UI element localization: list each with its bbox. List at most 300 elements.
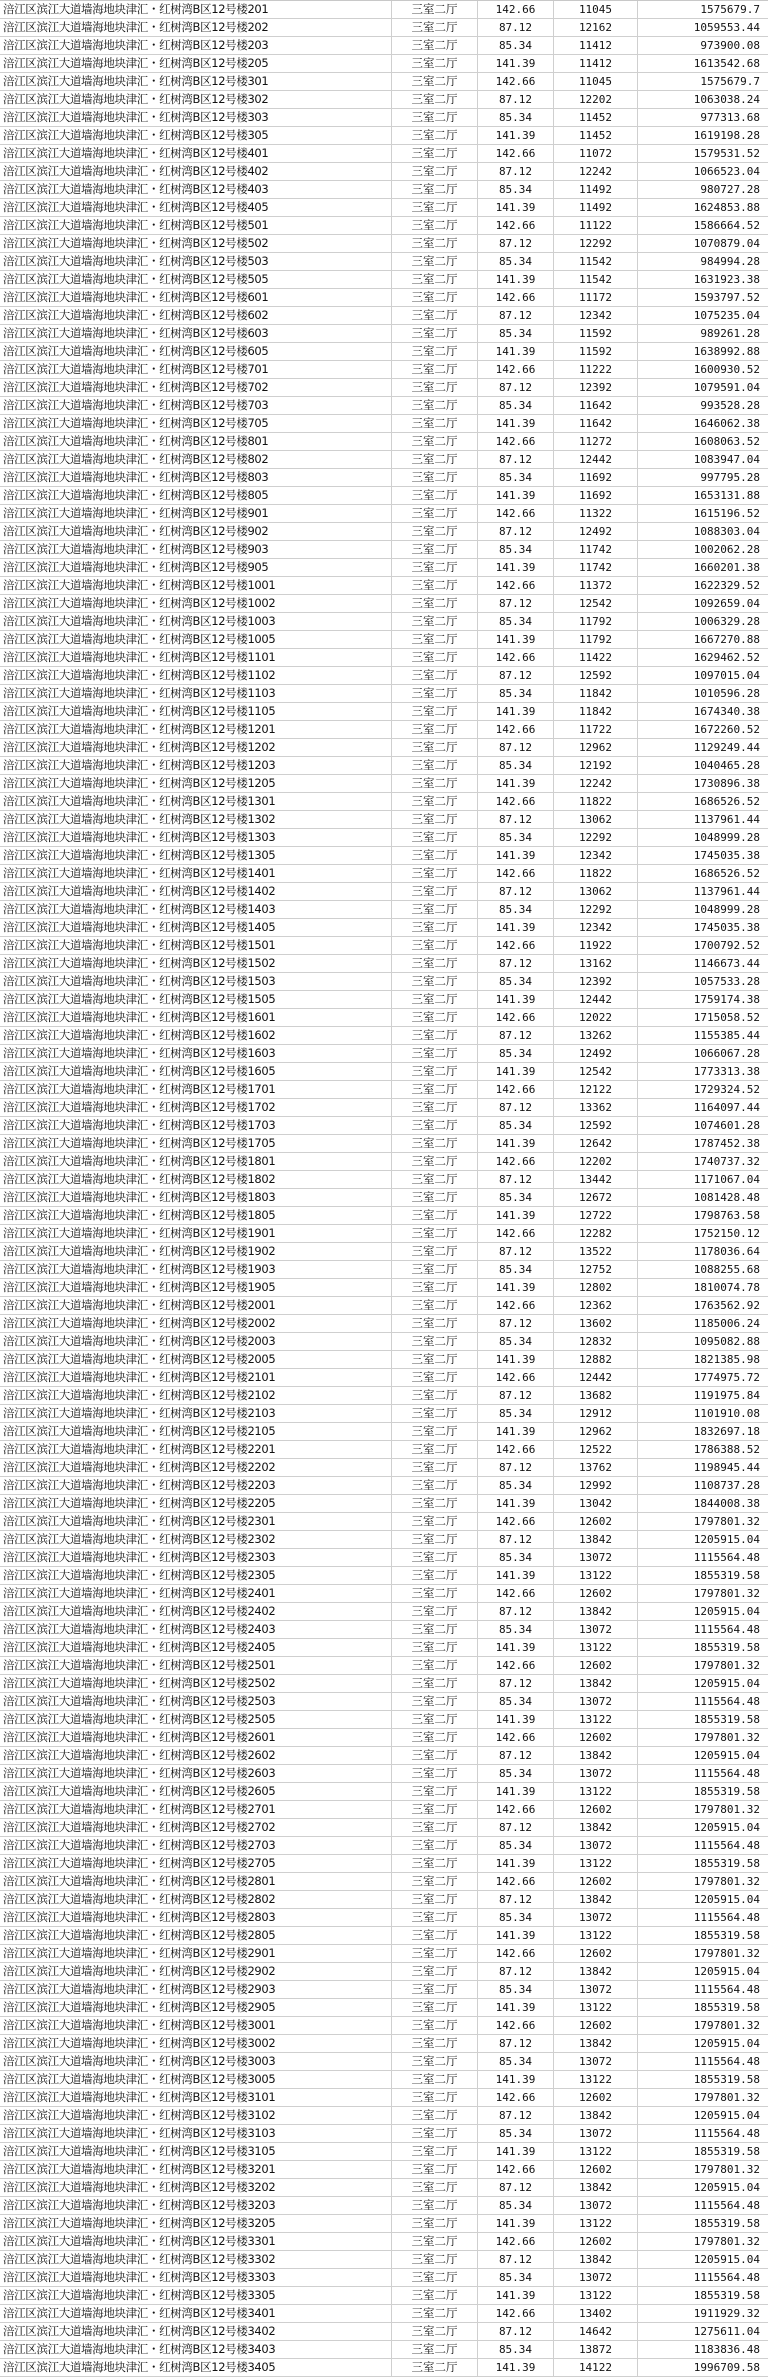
unit-price-cell: 13842 <box>554 2251 638 2268</box>
total-price-cell: 1855319.58 <box>693 1857 760 1870</box>
unit-price-cell: 13762 <box>554 1459 638 1476</box>
area-cell: 87.12 <box>478 523 554 540</box>
layout-cell: 三室二厅 <box>392 1153 478 1170</box>
unit-location-cell: 涪江区滨江大道墙海地块津汇・红树湾B区12号楼2002 <box>0 1315 392 1332</box>
unit-price-cell: 11452 <box>554 127 638 144</box>
unit-location-cell: 涪江区滨江大道墙海地块津汇・红树湾B区12号楼1702 <box>0 1099 392 1116</box>
area-cell: 142.66 <box>478 2233 554 2250</box>
unit-price-cell: 13842 <box>554 1747 638 1764</box>
unit-price-cell: 12342 <box>554 919 638 936</box>
layout-cell: 三室二厅 <box>392 1999 478 2016</box>
table-row <box>0 1963 768 1981</box>
layout-cell: 三室二厅 <box>392 775 478 792</box>
area-cell: 85.34 <box>478 1621 554 1638</box>
table-row <box>0 2107 768 2125</box>
total-price-cell: 1002062.28 <box>693 543 760 556</box>
total-price-cell: 1137961.44 <box>693 885 760 898</box>
area-cell: 141.39 <box>478 631 554 648</box>
unit-price-cell: 13842 <box>554 1819 638 1836</box>
total-price-cell: 1763562.92 <box>693 1299 760 1312</box>
unit-location-cell: 涪江区滨江大道墙海地块津汇・红树湾B区12号楼702 <box>0 379 392 396</box>
table-row <box>0 829 768 847</box>
total-price-cell: 1797801.32 <box>693 1875 760 1888</box>
unit-price-cell: 12912 <box>554 1405 638 1422</box>
area-cell: 87.12 <box>478 1171 554 1188</box>
table-row <box>0 1855 768 1873</box>
unit-price-cell: 13842 <box>554 1675 638 1692</box>
area-cell: 87.12 <box>478 1963 554 1980</box>
total-price-cell: 1615196.52 <box>693 507 760 520</box>
area-cell: 141.39 <box>478 2359 554 2376</box>
layout-cell: 三室二厅 <box>392 1261 478 1278</box>
unit-price-cell: 12022 <box>554 1009 638 1026</box>
unit-price-cell: 11422 <box>554 649 638 666</box>
total-price-cell: 989261.28 <box>700 327 760 340</box>
total-price-cell: 1115564.48 <box>693 2127 760 2140</box>
total-price-cell: 1667270.88 <box>693 633 760 646</box>
table-row <box>0 1009 768 1027</box>
table-row <box>0 919 768 937</box>
layout-cell: 三室二厅 <box>392 919 478 936</box>
area-cell: 85.34 <box>478 2197 554 2214</box>
total-price-cell: 1006329.28 <box>693 615 760 628</box>
table-row <box>0 1297 768 1315</box>
table-row <box>0 1801 768 1819</box>
unit-price-cell: 12192 <box>554 757 638 774</box>
area-cell: 85.34 <box>478 1693 554 1710</box>
total-price-cell: 1586664.52 <box>693 219 760 232</box>
area-cell: 85.34 <box>478 1981 554 1998</box>
layout-cell: 三室二厅 <box>392 1981 478 1998</box>
layout-cell: 三室二厅 <box>392 1027 478 1044</box>
unit-location-cell: 涪江区滨江大道墙海地块津汇・红树湾B区12号楼1503 <box>0 973 392 990</box>
table-row <box>0 613 768 631</box>
unit-price-cell: 12442 <box>554 1369 638 1386</box>
area-cell: 85.34 <box>478 901 554 918</box>
layout-cell: 三室二厅 <box>392 2341 478 2358</box>
layout-cell: 三室二厅 <box>392 829 478 846</box>
total-price-cell: 1191975.84 <box>693 1389 760 1402</box>
layout-cell: 三室二厅 <box>392 1891 478 1908</box>
table-row <box>0 2251 768 2269</box>
layout-cell: 三室二厅 <box>392 1729 478 1746</box>
table-row <box>0 1783 768 1801</box>
table-row <box>0 1459 768 1477</box>
unit-location-cell: 涪江区滨江大道墙海地块津汇・红树湾B区12号楼701 <box>0 361 392 378</box>
table-row <box>0 1747 768 1765</box>
unit-price-cell: 13602 <box>554 1315 638 1332</box>
unit-location-cell: 涪江区滨江大道墙海地块津汇・红树湾B区12号楼1502 <box>0 955 392 972</box>
unit-price-cell: 11792 <box>554 631 638 648</box>
table-row <box>0 1135 768 1153</box>
table-row <box>0 1369 768 1387</box>
area-cell: 141.39 <box>478 775 554 792</box>
area-cell: 142.66 <box>478 1441 554 1458</box>
unit-price-cell: 11412 <box>554 37 638 54</box>
table-row <box>0 199 768 217</box>
unit-price-cell: 12292 <box>554 829 638 846</box>
total-price-cell: 1198945.44 <box>693 1461 760 1474</box>
table-row <box>0 1981 768 1999</box>
unit-location-cell: 涪江区滨江大道墙海地块津汇・红树湾B区12号楼2803 <box>0 1909 392 1926</box>
unit-location-cell: 涪江区滨江大道墙海地块津汇・红树湾B区12号楼3005 <box>0 2071 392 2088</box>
total-price-cell: 1115564.48 <box>693 2199 760 2212</box>
total-price-cell: 1629462.52 <box>693 651 760 664</box>
area-cell: 142.66 <box>478 145 554 162</box>
unit-location-cell: 涪江区滨江大道墙海地块津汇・红树湾B区12号楼1505 <box>0 991 392 1008</box>
unit-price-cell: 11542 <box>554 271 638 288</box>
total-price-cell: 1638992.88 <box>693 345 760 358</box>
total-price-cell: 1608063.52 <box>693 435 760 448</box>
unit-price-cell: 12242 <box>554 163 638 180</box>
area-cell: 87.12 <box>478 2107 554 2124</box>
area-cell: 142.66 <box>478 1225 554 1242</box>
layout-cell: 三室二厅 <box>392 2161 478 2178</box>
unit-location-cell: 涪江区滨江大道墙海地块津汇・红树湾B区12号楼3405 <box>0 2359 392 2376</box>
unit-location-cell: 涪江区滨江大道墙海地块津汇・红树湾B区12号楼2203 <box>0 1477 392 1494</box>
unit-price-cell: 13072 <box>554 2125 638 2142</box>
unit-price-cell: 11412 <box>554 55 638 72</box>
table-row <box>0 667 768 685</box>
total-price-cell: 1155385.44 <box>693 1029 760 1042</box>
unit-location-cell: 涪江区滨江大道墙海地块津汇・红树湾B区12号楼2601 <box>0 1729 392 1746</box>
area-cell: 85.34 <box>478 397 554 414</box>
total-price-cell: 1832697.18 <box>693 1425 760 1438</box>
unit-location-cell: 涪江区滨江大道墙海地块津汇・红树湾B区12号楼1705 <box>0 1135 392 1152</box>
total-price-cell: 1079591.04 <box>693 381 760 394</box>
total-price-cell: 1797801.32 <box>693 1659 760 1672</box>
unit-location-cell: 涪江区滨江大道墙海地块津汇・红树湾B区12号楼2802 <box>0 1891 392 1908</box>
unit-location-cell: 涪江区滨江大道墙海地块津汇・红树湾B区12号楼1101 <box>0 649 392 666</box>
unit-location-cell: 涪江区滨江大道墙海地块津汇・红树湾B区12号楼802 <box>0 451 392 468</box>
table-row <box>0 1657 768 1675</box>
layout-cell: 三室二厅 <box>392 1369 478 1386</box>
area-cell: 85.34 <box>478 1765 554 1782</box>
unit-location-cell: 涪江区滨江大道墙海地块津汇・红树湾B区12号楼3202 <box>0 2179 392 2196</box>
unit-price-cell: 11642 <box>554 397 638 414</box>
table-row <box>0 55 768 73</box>
table-row <box>0 1081 768 1099</box>
unit-location-cell: 涪江区滨江大道墙海地块津汇・红树湾B区12号楼2205 <box>0 1495 392 1512</box>
unit-price-cell: 11692 <box>554 487 638 504</box>
area-cell: 142.66 <box>478 793 554 810</box>
total-price-cell: 1740737.32 <box>693 1155 760 1168</box>
unit-location-cell: 涪江区滨江大道墙海地块津汇・红树湾B区12号楼602 <box>0 307 392 324</box>
area-cell: 87.12 <box>478 883 554 900</box>
table-row <box>0 1477 768 1495</box>
area-cell: 141.39 <box>478 415 554 432</box>
layout-cell: 三室二厅 <box>392 1603 478 1620</box>
area-cell: 85.34 <box>478 1837 554 1854</box>
total-price-cell: 1579531.52 <box>693 147 760 160</box>
unit-price-cell: 12602 <box>554 1585 638 1602</box>
table-row <box>0 307 768 325</box>
area-cell: 85.34 <box>478 1477 554 1494</box>
layout-cell: 三室二厅 <box>392 1693 478 1710</box>
table-row <box>0 1603 768 1621</box>
total-price-cell: 1074601.28 <box>693 1119 760 1132</box>
unit-price-cell: 13682 <box>554 1387 638 1404</box>
layout-cell: 三室二厅 <box>392 379 478 396</box>
unit-location-cell: 涪江区滨江大道墙海地块津汇・红树湾B区12号楼1303 <box>0 829 392 846</box>
layout-cell: 三室二厅 <box>392 2125 478 2142</box>
table-row <box>0 2071 768 2089</box>
layout-cell: 三室二厅 <box>392 1387 478 1404</box>
layout-cell: 三室二厅 <box>392 73 478 90</box>
unit-price-cell: 13262 <box>554 1027 638 1044</box>
table-row <box>0 793 768 811</box>
area-cell: 142.66 <box>478 865 554 882</box>
total-price-cell: 1137961.44 <box>693 813 760 826</box>
unit-price-cell: 13842 <box>554 1891 638 1908</box>
area-cell: 142.66 <box>478 1513 554 1530</box>
area-cell: 87.12 <box>478 2035 554 2052</box>
area-cell: 141.39 <box>478 271 554 288</box>
table-row <box>0 397 768 415</box>
area-cell: 85.34 <box>478 757 554 774</box>
unit-location-cell: 涪江区滨江大道墙海地块津汇・红树湾B区12号楼3203 <box>0 2197 392 2214</box>
unit-location-cell: 涪江区滨江大道墙海地块津汇・红树湾B区12号楼403 <box>0 181 392 198</box>
total-price-cell: 1911929.32 <box>693 2307 760 2320</box>
layout-cell: 三室二厅 <box>392 793 478 810</box>
table-row <box>0 2053 768 2071</box>
unit-price-cell: 12542 <box>554 1063 638 1080</box>
area-cell: 142.66 <box>478 505 554 522</box>
unit-location-cell: 涪江区滨江大道墙海地块津汇・红树湾B区12号楼2902 <box>0 1963 392 1980</box>
area-cell: 85.34 <box>478 2341 554 2358</box>
unit-price-cell: 13122 <box>554 1927 638 1944</box>
area-cell: 85.34 <box>478 1117 554 1134</box>
layout-cell: 三室二厅 <box>392 1405 478 1422</box>
table-row <box>0 847 768 865</box>
unit-location-cell: 涪江区滨江大道墙海地块津汇・红树湾B区12号楼1601 <box>0 1009 392 1026</box>
area-cell: 141.39 <box>478 1639 554 1656</box>
area-cell: 87.12 <box>478 1819 554 1836</box>
unit-location-cell: 涪江区滨江大道墙海地块津汇・红树湾B区12号楼3403 <box>0 2341 392 2358</box>
layout-cell: 三室二厅 <box>392 1495 478 1512</box>
layout-cell: 三室二厅 <box>392 1297 478 1314</box>
unit-price-cell: 13122 <box>554 1783 638 1800</box>
unit-price-cell: 13122 <box>554 1999 638 2016</box>
area-cell: 141.39 <box>478 1927 554 1944</box>
total-price-cell: 1797801.32 <box>693 1803 760 1816</box>
layout-cell: 三室二厅 <box>392 343 478 360</box>
unit-location-cell: 涪江区滨江大道墙海地块津汇・红树湾B区12号楼2901 <box>0 1945 392 1962</box>
area-cell: 85.34 <box>478 37 554 54</box>
area-cell: 141.39 <box>478 343 554 360</box>
table-row <box>0 901 768 919</box>
unit-price-cell: 11592 <box>554 325 638 342</box>
table-row <box>0 1837 768 1855</box>
area-cell: 85.34 <box>478 1909 554 1926</box>
total-price-cell: 1095082.88 <box>693 1335 760 1348</box>
area-cell: 85.34 <box>478 1045 554 1062</box>
area-cell: 87.12 <box>478 235 554 252</box>
unit-price-cell: 12962 <box>554 739 638 756</box>
unit-price-cell: 11592 <box>554 343 638 360</box>
layout-cell: 三室二厅 <box>392 1423 478 1440</box>
unit-location-cell: 涪江区滨江大道墙海地块津汇・红树湾B区12号楼801 <box>0 433 392 450</box>
layout-cell: 三室二厅 <box>392 2323 478 2340</box>
unit-location-cell: 涪江区滨江大道墙海地块津汇・红树湾B区12号楼1903 <box>0 1261 392 1278</box>
layout-cell: 三室二厅 <box>392 2359 478 2376</box>
unit-price-cell: 13072 <box>554 1549 638 1566</box>
unit-location-cell: 涪江区滨江大道墙海地块津汇・红树湾B区12号楼503 <box>0 253 392 270</box>
area-cell: 85.34 <box>478 253 554 270</box>
unit-price-cell: 13062 <box>554 811 638 828</box>
area-cell: 142.66 <box>478 721 554 738</box>
unit-location-cell: 涪江区滨江大道墙海地块津汇・红树湾B区12号楼3103 <box>0 2125 392 2142</box>
layout-cell: 三室二厅 <box>392 1225 478 1242</box>
layout-cell: 三室二厅 <box>392 1243 478 1260</box>
total-price-cell: 1855319.58 <box>693 1785 760 1798</box>
layout-cell: 三室二厅 <box>392 577 478 594</box>
unit-location-cell: 涪江区滨江大道墙海地块津汇・红树湾B区12号楼2302 <box>0 1531 392 1548</box>
table-row <box>0 2179 768 2197</box>
table-row <box>0 883 768 901</box>
unit-price-cell: 12442 <box>554 451 638 468</box>
table-row <box>0 2323 768 2341</box>
layout-cell: 三室二厅 <box>392 55 478 72</box>
table-row <box>0 1027 768 1045</box>
unit-location-cell: 涪江区滨江大道墙海地块津汇・红树湾B区12号楼603 <box>0 325 392 342</box>
unit-location-cell: 涪江区滨江大道墙海地块津汇・红树湾B区12号楼201 <box>0 1 392 18</box>
total-price-cell: 1083947.04 <box>693 453 760 466</box>
unit-location-cell: 涪江区滨江大道墙海地块津汇・红树湾B区12号楼1001 <box>0 577 392 594</box>
area-cell: 142.66 <box>478 1153 554 1170</box>
total-price-cell: 1057533.28 <box>693 975 760 988</box>
table-row <box>0 1117 768 1135</box>
area-cell: 85.34 <box>478 1261 554 1278</box>
unit-price-cell: 12602 <box>554 2233 638 2250</box>
unit-price-cell: 12642 <box>554 1135 638 1152</box>
table-row <box>0 1351 768 1369</box>
table-row <box>0 1729 768 1747</box>
table-row <box>0 811 768 829</box>
unit-location-cell: 涪江区滨江大道墙海地块津汇・红树湾B区12号楼2101 <box>0 1369 392 1386</box>
area-cell: 85.34 <box>478 1189 554 1206</box>
layout-cell: 三室二厅 <box>392 451 478 468</box>
area-cell: 87.12 <box>478 2323 554 2340</box>
total-price-cell: 1171067.04 <box>693 1173 760 1186</box>
unit-location-cell: 涪江区滨江大道墙海地块津汇・红树湾B区12号楼2605 <box>0 1783 392 1800</box>
area-cell: 87.12 <box>478 1099 554 1116</box>
layout-cell: 三室二厅 <box>392 1945 478 1962</box>
unit-location-cell: 涪江区滨江大道墙海地块津汇・红树湾B区12号楼605 <box>0 343 392 360</box>
area-cell: 85.34 <box>478 2053 554 2070</box>
area-cell: 141.39 <box>478 1783 554 1800</box>
table-row <box>0 433 768 451</box>
unit-location-cell: 涪江区滨江大道墙海地块津汇・红树湾B区12号楼3201 <box>0 2161 392 2178</box>
unit-price-cell: 13402 <box>554 2305 638 2322</box>
unit-price-cell: 12602 <box>554 1513 638 1530</box>
layout-cell: 三室二厅 <box>392 973 478 990</box>
table-row <box>0 2017 768 2035</box>
layout-cell: 三室二厅 <box>392 2215 478 2232</box>
table-row <box>0 2341 768 2359</box>
layout-cell: 三室二厅 <box>392 1459 478 1476</box>
table-row <box>0 523 768 541</box>
table-row <box>0 325 768 343</box>
layout-cell: 三室二厅 <box>392 199 478 216</box>
total-price-cell: 1646062.38 <box>693 417 760 430</box>
table-row <box>0 127 768 145</box>
unit-location-cell: 涪江区滨江大道墙海地块津汇・红树湾B区12号楼1603 <box>0 1045 392 1062</box>
unit-price-cell: 12242 <box>554 775 638 792</box>
total-price-cell: 1575679.7 <box>700 3 760 16</box>
area-cell: 142.66 <box>478 361 554 378</box>
total-price-cell: 1653131.88 <box>693 489 760 502</box>
layout-cell: 三室二厅 <box>392 361 478 378</box>
unit-location-cell: 涪江区滨江大道墙海地块津汇・红树湾B区12号楼1701 <box>0 1081 392 1098</box>
area-cell: 142.66 <box>478 2089 554 2106</box>
table-row <box>0 37 768 55</box>
area-cell: 85.34 <box>478 325 554 342</box>
total-price-cell: 1797801.32 <box>693 2235 760 2248</box>
layout-cell: 三室二厅 <box>392 1477 478 1494</box>
unit-price-cell: 13062 <box>554 883 638 900</box>
total-price-cell: 1821385.98 <box>693 1353 760 1366</box>
area-cell: 85.34 <box>478 685 554 702</box>
layout-cell: 三室二厅 <box>392 1621 478 1638</box>
area-cell: 85.34 <box>478 1549 554 1566</box>
layout-cell: 三室二厅 <box>392 1531 478 1548</box>
unit-price-cell: 13072 <box>554 2053 638 2070</box>
unit-location-cell: 涪江区滨江大道墙海地块津汇・红树湾B区12号楼1905 <box>0 1279 392 1296</box>
total-price-cell: 1600930.52 <box>693 363 760 376</box>
area-cell: 141.39 <box>478 919 554 936</box>
layout-cell: 三室二厅 <box>392 847 478 864</box>
area-cell: 142.66 <box>478 73 554 90</box>
unit-price-cell: 12492 <box>554 1045 638 1062</box>
unit-price-cell: 13122 <box>554 1711 638 1728</box>
total-price-cell: 1205915.04 <box>693 1821 760 1834</box>
area-cell: 141.39 <box>478 127 554 144</box>
unit-location-cell: 涪江区滨江大道墙海地块津汇・红树湾B区12号楼203 <box>0 37 392 54</box>
unit-price-cell: 11842 <box>554 685 638 702</box>
unit-location-cell: 涪江区滨江大道墙海地块津汇・红树湾B区12号楼202 <box>0 19 392 36</box>
layout-cell: 三室二厅 <box>392 2089 478 2106</box>
layout-cell: 三室二厅 <box>392 1441 478 1458</box>
layout-cell: 三室二厅 <box>392 1099 478 1116</box>
unit-price-cell: 13072 <box>554 2197 638 2214</box>
total-price-cell: 1797801.32 <box>693 1947 760 1960</box>
layout-cell: 三室二厅 <box>392 1639 478 1656</box>
layout-cell: 三室二厅 <box>392 1747 478 1764</box>
area-cell: 141.39 <box>478 1711 554 1728</box>
unit-location-cell: 涪江区滨江大道墙海地块津汇・红树湾B区12号楼2405 <box>0 1639 392 1656</box>
unit-price-cell: 11122 <box>554 217 638 234</box>
total-price-cell: 1146673.44 <box>693 957 760 970</box>
area-cell: 141.39 <box>478 703 554 720</box>
layout-cell: 三室二厅 <box>392 1333 478 1350</box>
layout-cell: 三室二厅 <box>392 163 478 180</box>
unit-price-cell: 11045 <box>554 1 638 18</box>
total-price-cell: 1183836.48 <box>693 2343 760 2356</box>
unit-location-cell: 涪江区滨江大道墙海地块津汇・红树湾B区12号楼2702 <box>0 1819 392 1836</box>
total-price-cell: 1686526.52 <box>693 795 760 808</box>
unit-location-cell: 涪江区滨江大道墙海地块津汇・红树湾B区12号楼1202 <box>0 739 392 756</box>
layout-cell: 三室二厅 <box>392 1045 478 1062</box>
layout-cell: 三室二厅 <box>392 2269 478 2286</box>
unit-location-cell: 涪江区滨江大道墙海地块津汇・红树湾B区12号楼1203 <box>0 757 392 774</box>
unit-location-cell: 涪江区滨江大道墙海地块津汇・红树湾B区12号楼3101 <box>0 2089 392 2106</box>
total-price-cell: 1097015.04 <box>693 669 760 682</box>
total-price-cell: 1996709.58 <box>693 2361 760 2374</box>
area-cell: 85.34 <box>478 829 554 846</box>
unit-location-cell: 涪江区滨江大道墙海地块津汇・红树湾B区12号楼1102 <box>0 667 392 684</box>
layout-cell: 三室二厅 <box>392 127 478 144</box>
